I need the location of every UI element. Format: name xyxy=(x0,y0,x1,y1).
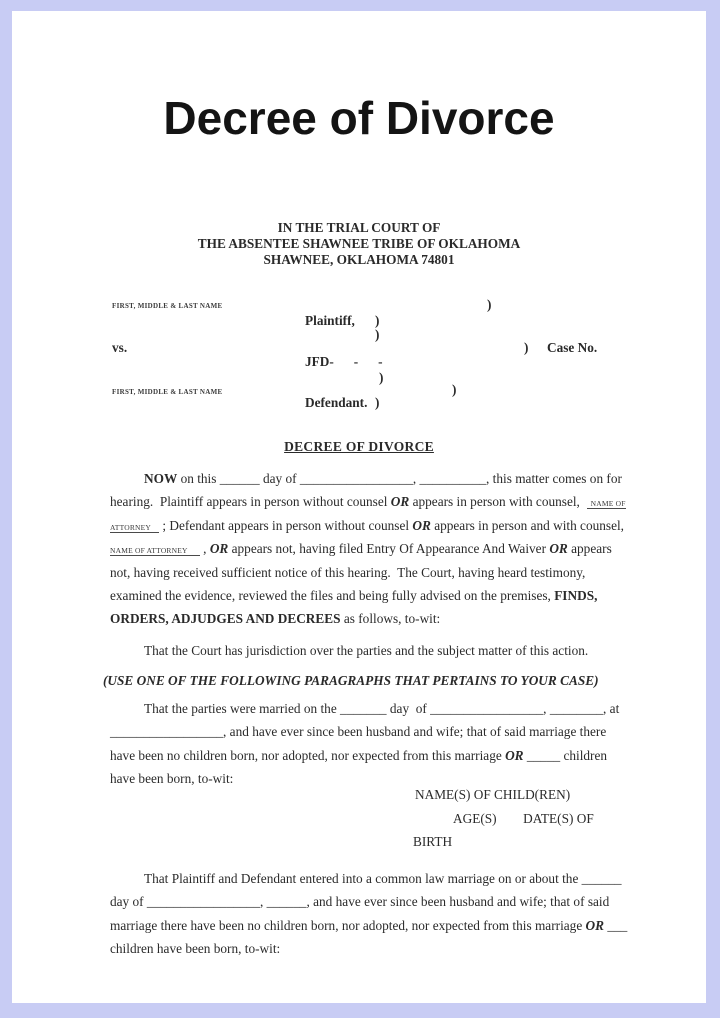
text-line: (USE ONE OF THE FOLLOWING PARAGRAPHS THAT PERTAINS TO YOUR CASE) xyxy=(103,673,599,688)
case-no-label: Case No. xyxy=(547,340,598,355)
caption-paren-1: ) xyxy=(487,297,492,312)
document-page xyxy=(12,11,706,1003)
instruction-line xyxy=(103,669,623,692)
paragraph-opening xyxy=(110,467,630,631)
text-line: That the Court has jurisdiction over the parties and the subject matter of this action. xyxy=(144,643,589,658)
text-line: ORDERS, ADJUDGES AND DECREES as follows, to-wit: xyxy=(110,611,441,627)
caption-paren-4: ) xyxy=(524,340,529,355)
text-line: NOW on this ______ day of _________________, __________, this matter comes on for xyxy=(144,471,622,486)
court-header-line-2: THE ABSENTEE SHAWNEE TRIBE OF OKLAHOMA xyxy=(197,236,521,252)
vs-label: vs. xyxy=(112,340,128,355)
text-line: not, having received sufficient notice of this hearing. The Court, having heard testimony, xyxy=(110,564,586,580)
text-line: _________________, and have ever since been husband and wife; that of said marriage there xyxy=(110,724,607,740)
caption-paren-6: ) xyxy=(452,382,457,397)
text-line: have been no children born, nor adopted, nor expected from this marriage OR _____ children xyxy=(110,747,608,763)
children-name-header: NAME(S) OF CHILD(REN) xyxy=(415,787,571,802)
plaintiff-label: Plaintiff, xyxy=(305,313,355,328)
text-line: NAME OF ATTORNEY , OR appears not, having filed Entry Of Appearance And Waiver OR appears xyxy=(110,541,612,557)
case-number-line: JFD- - - xyxy=(305,354,383,369)
text-line: have been born, to-wit: xyxy=(110,771,234,787)
paragraph-common-law xyxy=(110,867,630,961)
plaintiff-name-label: FIRST, MIDDLE & LAST NAME xyxy=(112,302,223,310)
court-header xyxy=(12,220,706,269)
caption-paren-5: ) xyxy=(379,370,384,385)
text-line: examined the evidence, reviewed the files and being fully advised on the premises, FINDS, xyxy=(110,587,598,603)
text-line: That the parties were married on the _______ day of _________________, ________, at xyxy=(144,701,620,716)
caption-paren-7: ) xyxy=(375,395,380,410)
text-line: marriage there have been no children born, nor adopted, nor expected from this marriage OR ___ xyxy=(110,917,628,933)
children-age-date-header: AGE(S) DATE(S) OF xyxy=(453,811,594,826)
text-line: children have been born, to-wit: xyxy=(110,941,281,957)
children-birth-header: BIRTH xyxy=(413,834,453,849)
decree-heading: DECREE OF DIVORCE xyxy=(284,439,434,454)
paragraph-marriage xyxy=(110,697,630,791)
caption-paren-2: ) xyxy=(375,313,380,328)
caption-paren-3: ) xyxy=(375,327,380,342)
text-line: That Plaintiff and Defendant entered into a common law marriage on or about the ______ xyxy=(144,871,622,886)
defendant-label: Defendant. xyxy=(305,395,368,410)
text-line: hearing. Plaintiff appears in person without counsel OR appears in person with counsel, NAME OF xyxy=(110,494,626,510)
court-header-line-1: IN THE TRIAL COURT OF xyxy=(277,220,441,235)
document-title: Decree of Divorce xyxy=(163,92,555,144)
defendant-name-label: FIRST, MIDDLE & LAST NAME xyxy=(112,388,223,396)
text-line: day of _________________, ______, and have ever since been husband and wife; that of said xyxy=(110,894,610,910)
paragraph-jurisdiction xyxy=(110,639,630,662)
court-header-line-3: SHAWNEE, OKLAHOMA 74801 xyxy=(263,252,455,268)
text-line: ATTORNEY ; Defendant appears in person without counsel OR appears in person and with counsel, xyxy=(110,517,624,533)
